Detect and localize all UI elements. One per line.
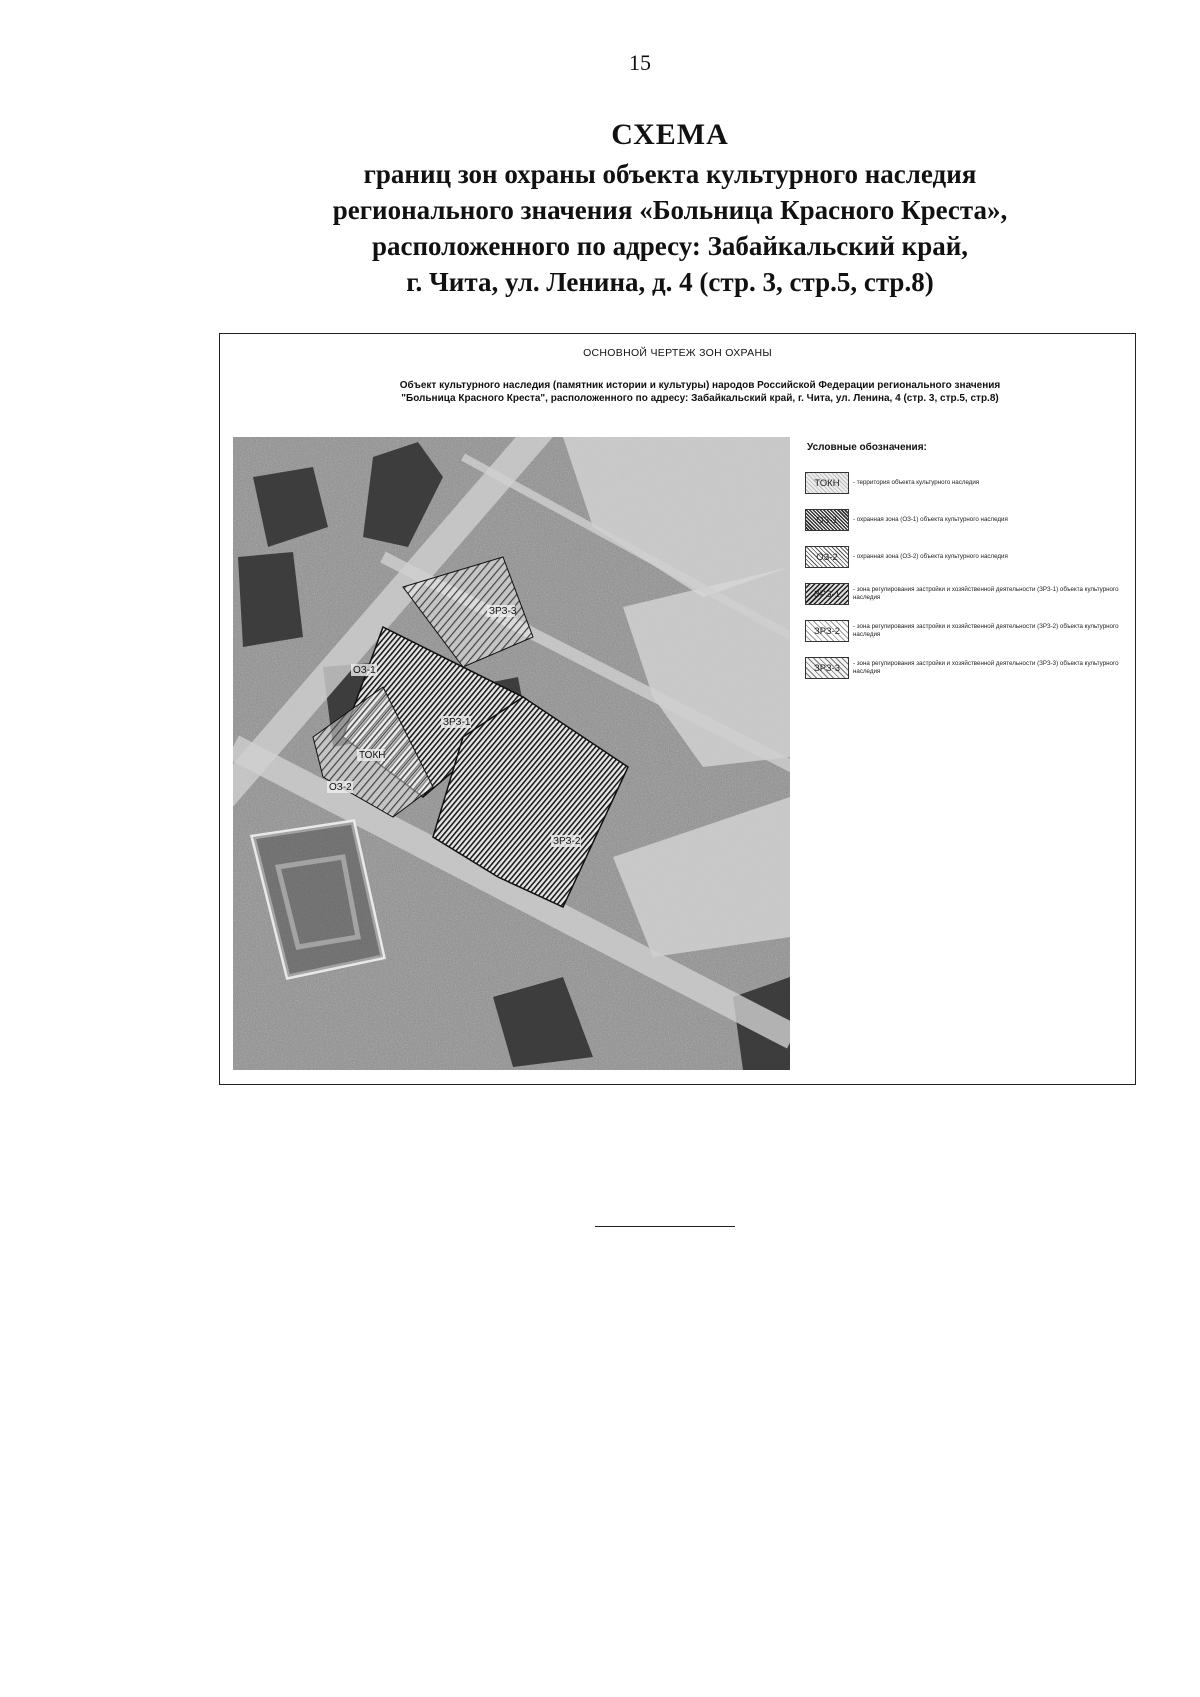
legend-item [805,619,1125,643]
title-block [300,118,1040,300]
zone-label-oz1: ОЗ-1 [353,665,376,676]
zone-label-tokn: ТОКН [359,750,386,761]
zone-label-zrz1: ЗРЗ-1 [443,717,471,728]
zone-label-oz2: ОЗ-2 [329,782,352,793]
map-sheet [219,333,1136,1085]
legend-title: Условные обозначения: [807,442,927,453]
title-line: границ зон охраны объекта культурного наследия [363,159,977,189]
zone-label-zrz3: ЗРЗ-3 [489,606,517,617]
end-separator-line [595,1226,735,1227]
map-subtitle-line: Объект культурного наследия (памятник истории и культуры) народов Российской Федерации регионального значения [399,380,1001,391]
title-line: расположенного по адресу: Забайкальский край, [371,231,969,261]
legend-text: - охранная зона (ОЗ-1) объекта культурного наследия [853,516,1008,523]
legend-swatch-oz2: ОЗ-2 [805,546,849,568]
legend-text: - зона регулирования застройки и хозяйственной деятельности (ЗРЗ-2) объекта культурного наследия [853,623,1119,638]
legend-text: - охранная зона (ОЗ-2) объекта культурного наследия [853,553,1008,560]
legend-text: - территория объекта культурного наследия [853,479,980,486]
document-title: СХЕМА [611,118,729,151]
title-line: регионального значения «Больница Красного Креста», [332,195,1008,225]
legend-text: - зона регулирования застройки и хозяйственной деятельности (ЗРЗ-3) объекта культурного наследия [853,660,1119,675]
map-subtitle [320,379,1080,405]
legend-swatch-zrz1: ЗРЗ-1 [805,583,849,605]
legend-item [805,508,1125,532]
legend-item [805,545,1125,569]
legend-swatch-zrz2: ЗРЗ-2 [805,620,849,642]
map-legend [805,442,1125,693]
legend-swatch-oz1: ОЗ-1 [805,509,849,531]
map-subtitle-line: "Больница Красного Креста", расположенного по адресу: Забайкальский край, г. Чита, ул. Ленина, 4 (стр. 3, стр.5, стр.8) [401,393,999,404]
legend-item [805,471,1125,495]
legend-swatch-tokn: ТОКН [805,472,849,494]
aerial-map [233,437,790,1070]
legend-item [805,656,1125,680]
map-heading: ОСНОВНОЙ ЧЕРТЕЖ ЗОН ОХРАНЫ [583,347,772,359]
title-line: г. Чита, ул. Ленина, д. 4 (стр. 3, стр.5, стр.8) [406,267,934,297]
zone-label-zrz2: ЗРЗ-2 [553,836,581,847]
legend-text: - зона регулирования застройки и хозяйственной деятельности (ЗРЗ-1) объекта культурного наследия [853,586,1119,601]
legend-item [805,582,1125,606]
page-number: 15 [629,50,651,75]
legend-swatch-zrz3: ЗРЗ-3 [805,657,849,679]
